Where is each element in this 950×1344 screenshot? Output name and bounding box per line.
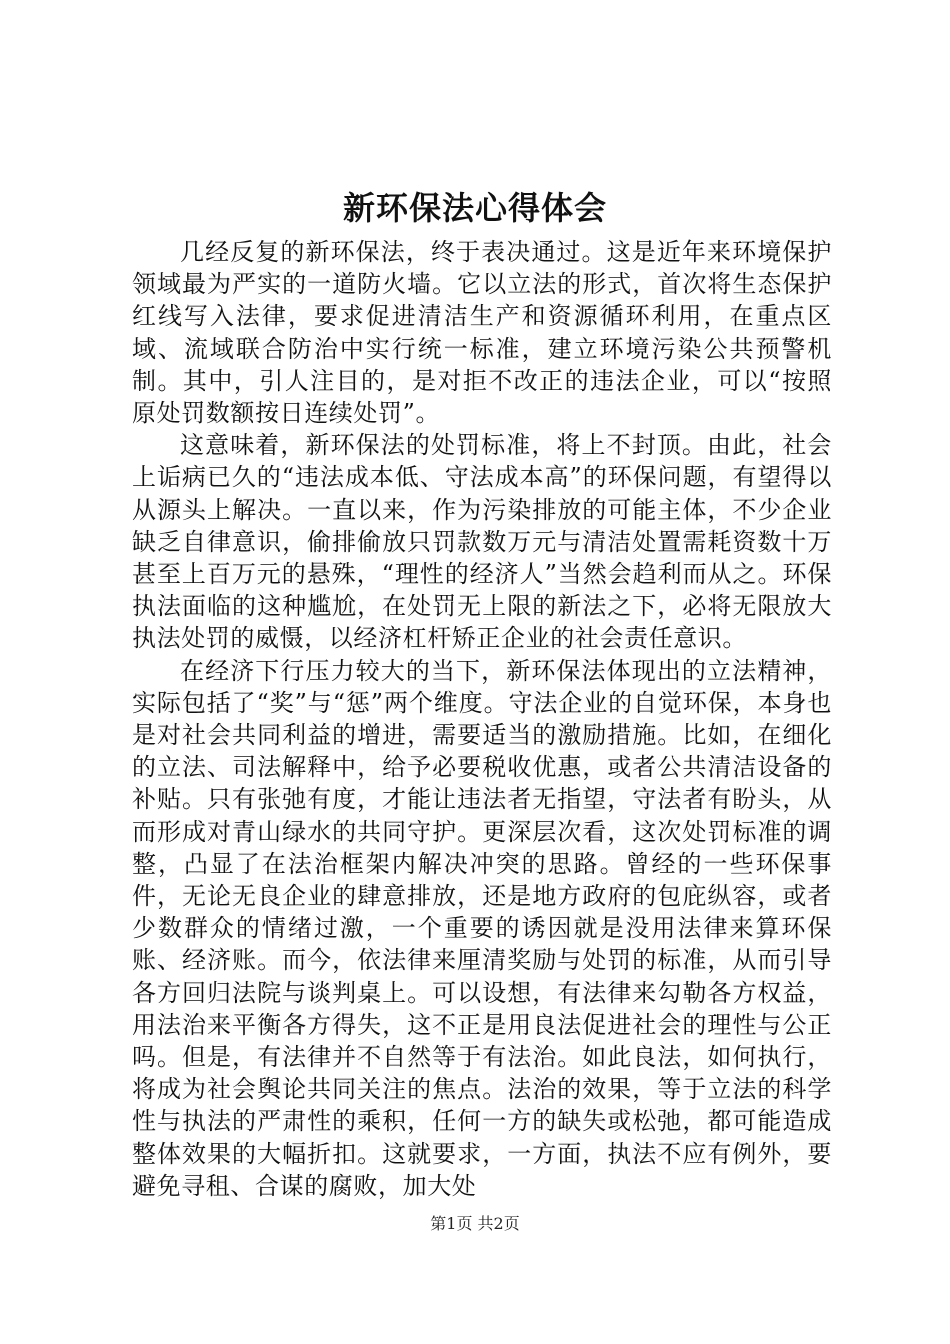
page-footer: 第1页 共2页 bbox=[430, 1214, 520, 1233]
paragraph-1: 几经反复的新环保法，终于表决通过。这是近年来环境保护领域最为严实的一道防火墙。它以立法的形式，首次将生态保护红线写入法律，要求促进清洁生产和资源循环利用，在重点区域、流域联合防治中实行统一标准，建立环境污染公共预警机制。其中，引人注目的，是对拒不改正的违法企业，可以“按照原处罚数额按日连续处罚”。 bbox=[132, 238, 832, 428]
document-body bbox=[132, 236, 832, 1202]
document-title: 新环保法心得体会 bbox=[342, 189, 607, 227]
paragraph-2: 这意味着，新环保法的处罚标准，将上不封顶。由此，社会上诟病已久的“违法成本低、守法成本高”的环保问题，有望得以从源头上解决。一直以来，作为污染排放的可能主体，不少企业缺乏自律意识，偷排偷放只罚款数万元与清洁处置需耗资数十万甚至上百万元的悬殊，“理性的经济人”当然会趋利而从之。环保执法面临的这种尴尬，在处罚无上限的新法之下，必将无限放大执法处罚的威慑，以经济杠杆矫正企业的社会责任意识。 bbox=[132, 431, 832, 653]
paragraph-3: 在经济下行压力较大的当下，新环保法体现出的立法精神，实际包括了“奖”与“惩”两个维度。守法企业的自觉环保，本身也是对社会共同利益的增进，需要适当的激励措施。比如，在细化的立法、司法解释中，给予必要税收优惠，或者公共清洁设备的补贴。只有张弛有度，才能让违法者无指望，守法者有盼头，从而形成对青山绿水的共同守护。更深层次看，这次处罚标准的调整，凸显了在法治框架内解决冲突的思路。曾经的一些环保事件，无论无良企业的肆意排放，还是地方政府的包庇纵容，或者少数群众的情绪过激，一个重要的诱因就是没用法律来算环保账、经济账。而今，依法律来厘清奖励与处罚的标准，从而引导各方回归法院与谈判桌上。可以设想，有法律来勾勒各方权益，用法治来平衡各方得失，这不正是用良法促进社会的理性与公正吗。但是，有法律并不自然等于有法治。如此良法，如何执行，将成为社会舆论共同关注的焦点。法治的效果，等于立法的科学性与执法的严肃性的乘积，任何一方的缺失或松弛，都可能造成整体效果的大幅折扣。这就要求，一方面，执法不应有例外，要避免寻租、合谋的腐败，加大处 bbox=[132, 656, 832, 1200]
